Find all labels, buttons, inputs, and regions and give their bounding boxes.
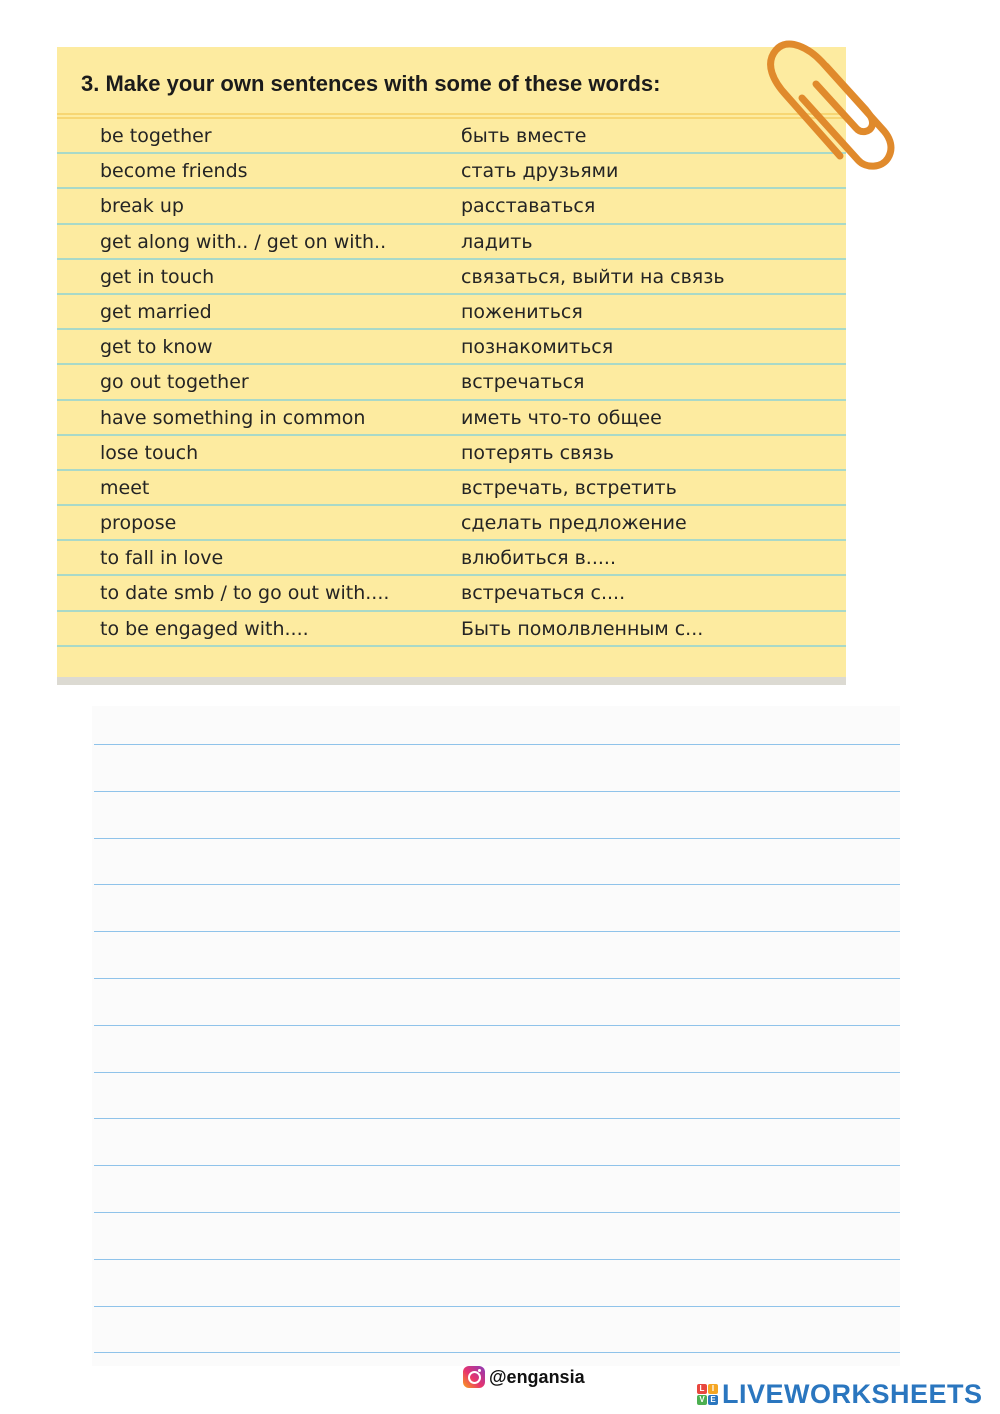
vocabulary-row — [57, 154, 846, 189]
writing-line[interactable] — [94, 791, 900, 792]
writing-line[interactable] — [94, 838, 900, 839]
brand-mark-letter: L — [697, 1384, 707, 1394]
english-phrase: meet — [100, 476, 150, 499]
english-phrase: propose — [100, 512, 177, 535]
vocabulary-row — [57, 576, 846, 611]
vocabulary-row — [57, 330, 846, 365]
writing-line[interactable] — [94, 931, 900, 932]
english-phrase: get along with.. / get on with.. — [100, 230, 387, 253]
english-phrase: to be engaged with.... — [100, 617, 309, 640]
vocabulary-row — [57, 189, 846, 224]
vocabulary-card — [57, 47, 846, 685]
vocabulary-row — [57, 295, 846, 330]
vocabulary-row — [57, 612, 846, 647]
brand-mark-letter: V — [697, 1395, 707, 1405]
liveworksheets-logo[interactable] — [697, 1378, 983, 1410]
brand-name: LIVEWORKSHEETS — [722, 1378, 983, 1409]
russian-translation: встречаться — [461, 371, 585, 394]
vocabulary-row — [57, 471, 846, 506]
russian-translation: встречаться с.... — [461, 582, 626, 605]
vocabulary-row — [57, 225, 846, 260]
russian-translation: стать друзьями — [461, 160, 619, 183]
russian-translation: иметь что-то общее — [461, 406, 662, 429]
english-phrase: break up — [100, 195, 184, 218]
vocabulary-row — [57, 119, 846, 154]
english-phrase: become friends — [100, 160, 248, 183]
russian-translation: познакомиться — [461, 336, 614, 359]
russian-translation: расставаться — [461, 195, 596, 218]
russian-translation: сделать предложение — [461, 512, 687, 535]
writing-line[interactable] — [94, 1352, 900, 1353]
vocabulary-row — [57, 260, 846, 295]
english-phrase: lose touch — [100, 441, 199, 464]
russian-translation: ладить — [461, 230, 533, 253]
russian-translation: влюбиться в..... — [461, 547, 616, 570]
paperclip-icon — [760, 10, 900, 170]
brand-mark-letter: E — [708, 1395, 718, 1405]
writing-line[interactable] — [94, 1072, 900, 1073]
handle-text: @engansia — [489, 1366, 585, 1387]
english-phrase: get in touch — [100, 265, 215, 288]
english-phrase: be together — [100, 125, 212, 147]
brand-mark-icon — [697, 1384, 718, 1405]
russian-translation: Быть помолвленным с... — [461, 617, 704, 640]
social-handle — [463, 1363, 585, 1391]
russian-translation: связаться, выйти на связь — [461, 265, 725, 288]
english-phrase: go out together — [100, 371, 249, 394]
english-phrase: have something in common — [100, 406, 366, 429]
english-phrase: to fall in love — [100, 547, 224, 570]
vocabulary-row — [57, 365, 846, 400]
russian-translation: пожениться — [461, 300, 583, 323]
instagram-icon — [463, 1366, 485, 1388]
exercise-title: 3. Make your own sentences with some of these words: — [81, 71, 661, 96]
english-phrase: get to know — [100, 336, 213, 359]
writing-line[interactable] — [94, 1259, 900, 1260]
writing-line[interactable] — [94, 1025, 900, 1026]
writing-line[interactable] — [94, 978, 900, 979]
writing-line[interactable] — [94, 1165, 900, 1166]
writing-line[interactable] — [94, 1306, 900, 1307]
writing-line[interactable] — [94, 744, 900, 745]
vocabulary-row — [57, 436, 846, 471]
writing-line[interactable] — [94, 1212, 900, 1213]
vocabulary-list — [57, 119, 846, 647]
writing-line[interactable] — [94, 1118, 900, 1119]
writing-line[interactable] — [94, 884, 900, 885]
english-phrase: to date smb / to go out with.... — [100, 582, 390, 605]
vocabulary-row — [57, 401, 846, 436]
brand-mark-letter: I — [708, 1384, 718, 1394]
russian-translation: встречать, встретить — [461, 476, 677, 499]
russian-translation: потерять связь — [461, 441, 614, 464]
vocabulary-row — [57, 541, 846, 576]
english-phrase: get married — [100, 300, 212, 323]
writing-area[interactable] — [92, 706, 900, 1366]
russian-translation: быть вместе — [461, 125, 587, 147]
vocabulary-row — [57, 506, 846, 541]
